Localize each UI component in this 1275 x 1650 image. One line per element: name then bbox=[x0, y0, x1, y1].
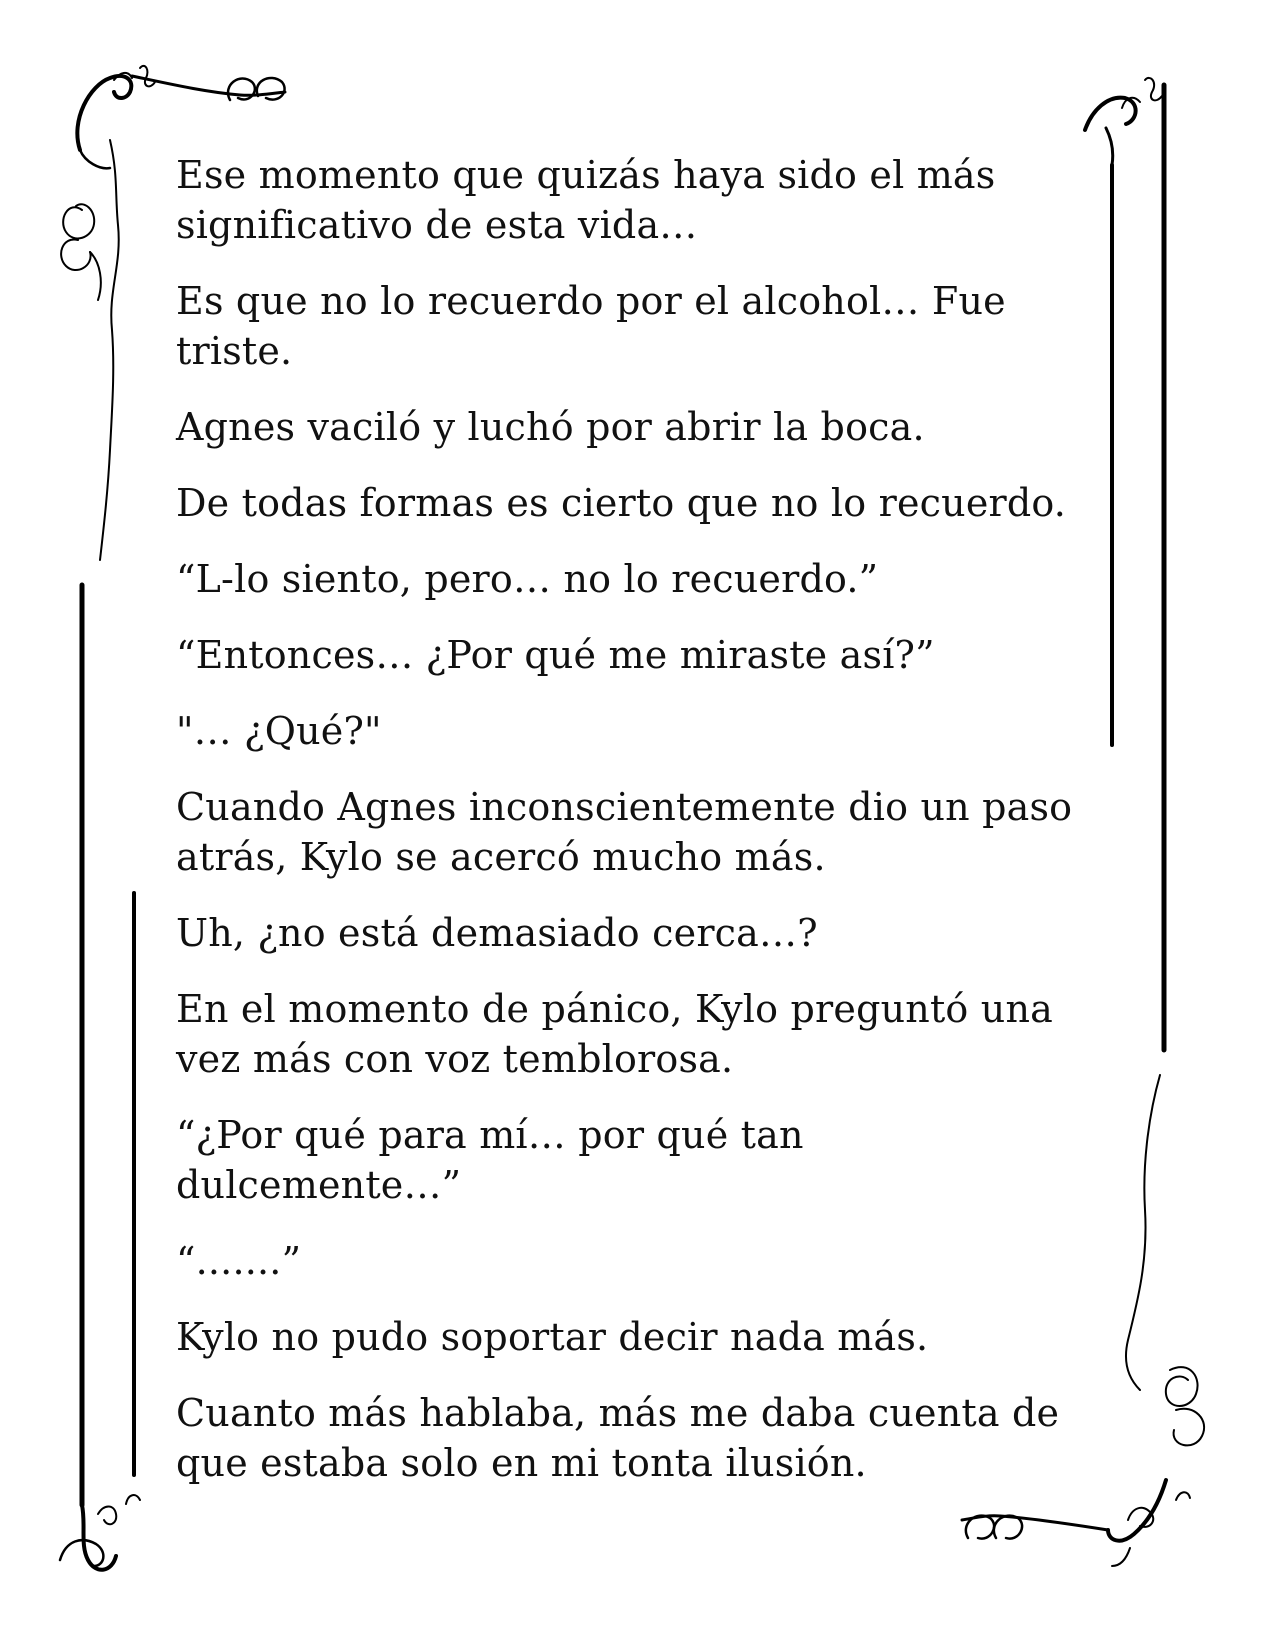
paragraph: Kylo no pudo soportar decir nada más. bbox=[176, 1315, 929, 1359]
paragraph: Cuando Agnes inconscientemente dio un paso atrás, Kylo se acercó mucho más. bbox=[176, 785, 1073, 879]
paragraph: En el momento de pánico, Kylo preguntó una vez más con voz temblorosa. bbox=[176, 987, 1053, 1081]
top-right-flourish bbox=[1085, 78, 1162, 165]
dialogue-line: "… ¿Qué?" bbox=[176, 709, 382, 753]
dialogue-line: “¿Por qué para mí… por qué tan dulcemente…” bbox=[176, 1113, 804, 1207]
paragraph: Es que no lo recuerdo por el alcohol… Fue triste. bbox=[176, 279, 1006, 373]
paragraph: Cuanto más hablaba, más me daba cuenta de que estaba solo en mi tonta ilusión. bbox=[176, 1391, 1060, 1485]
dialogue-line: “.......” bbox=[176, 1239, 302, 1283]
paragraph: Uh, ¿no está demasiado cerca…? bbox=[176, 911, 818, 955]
paragraph: De todas formas es cierto que no lo recuerdo. bbox=[176, 481, 1067, 525]
paragraph: Ese momento que quizás haya sido el más significativo de esta vida… bbox=[176, 153, 996, 247]
story-text bbox=[176, 150, 1096, 1514]
bottom-left-flourish bbox=[60, 1495, 140, 1570]
dialogue-line: “L-lo siento, pero… no lo recuerdo.” bbox=[176, 557, 879, 601]
paragraph: Agnes vaciló y luchó por abrir la boca. bbox=[176, 405, 925, 449]
dialogue-line: “Entonces… ¿Por qué me miraste así?” bbox=[176, 633, 935, 677]
